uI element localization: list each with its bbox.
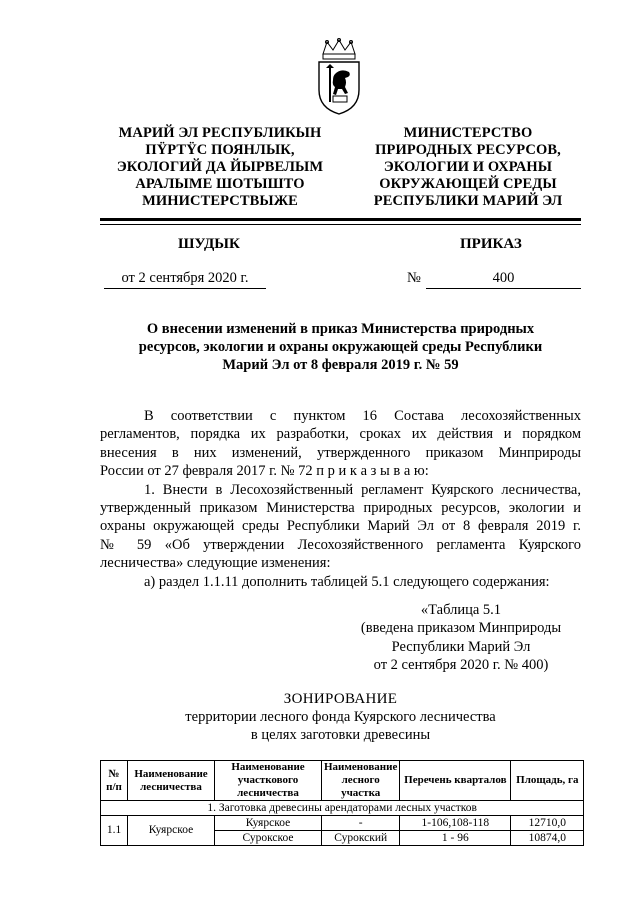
body-line: утвержденный приказом Министерства природных ресурсов, экологии и: [100, 500, 581, 517]
zoning-subtitle: территории лесного фонда Куярского лесничества: [185, 709, 496, 725]
table-caption: [345, 601, 577, 675]
body-line: 1. Внести в Лесохозяйственный регламент Куярского лесничества,: [144, 481, 581, 498]
plot-cell: -: [322, 816, 400, 831]
header-cell: № п/п: [101, 761, 128, 801]
title-line: Марий Эл от 8 февраля 2019 г. № 59: [222, 357, 459, 373]
quarters-cell: 1-106,108-118: [400, 816, 511, 831]
header-left-line: ЭКОЛОГИЙ ДА ЙЫРВЕЛЫМ: [116, 159, 324, 175]
header-right-line: МИНИСТЕРСТВО: [403, 125, 533, 141]
district-cell: Сурокское: [215, 831, 322, 846]
doc-type-mari: ШУДЫК: [178, 236, 240, 252]
order-number: 400: [426, 270, 581, 289]
order-date: от 2 сентября 2020 г.: [104, 270, 266, 289]
header-cell: Наименование лесного участка: [322, 761, 400, 801]
zoning-subtitle: в целях заготовки древесины: [250, 727, 431, 743]
header-cell: Площадь, га: [511, 761, 584, 801]
header-cell: Перечень кварталов: [400, 761, 511, 801]
title-line: ресурсов, экологии и охраны окружающей среды Республики: [138, 339, 543, 355]
order-title: [100, 320, 581, 374]
doc-type-russian: ПРИКАЗ: [460, 236, 522, 252]
body-line: № 59 «Об утверждении Лесохозяйственного регламента Куярского: [100, 536, 581, 553]
zoning-title: ЗОНИРОВАНИЕ: [283, 691, 398, 707]
table-header-row: [101, 761, 584, 801]
header-divider-thin: [100, 224, 581, 225]
header-cell: Наименование участкового лесничества: [215, 761, 322, 801]
area-cell: 12710,0: [511, 816, 584, 831]
body-line: охраны окружающей среды Республики Марий Эл от 8 февраля 2019 г.: [100, 518, 581, 535]
section-cell: 1. Заготовка древесины арендаторами лесных участков: [101, 801, 584, 816]
zoning-heading: [100, 690, 581, 744]
header-cell: Наименование лесничества: [128, 761, 215, 801]
plot-cell: Сурокский: [322, 831, 400, 846]
body-line: внесения в них изменений, утвержденного приказом Минприроды: [100, 444, 581, 461]
forestry-cell: Куярское: [128, 816, 215, 846]
header-right-line: ПРИРОДНЫХ РЕСУРСОВ,: [375, 142, 561, 158]
title-line: О внесении изменений в приказ Министерства природных: [146, 321, 535, 337]
header-divider-thick: [100, 218, 581, 221]
header-left-line: АРАЛЫМЕ ШОТЫШТО: [135, 176, 305, 192]
body-line: В соответствии с пунктом 16 Состава лесохозяйственных: [144, 408, 581, 424]
header-right-line: РЕСПУБЛИКИ МАРИЙ ЭЛ: [373, 193, 563, 209]
coat-of-arms-emblem: [313, 38, 365, 116]
header-left-line: ПŸРТŸС ПОЯНЛЫК,: [145, 142, 295, 158]
caption-line: от 2 сентября 2020 г. № 400): [373, 657, 549, 674]
body-line: лесничества» следующие изменения:: [100, 555, 331, 572]
area-cell: 10874,0: [511, 831, 584, 846]
row-number-cell: 1.1: [101, 816, 128, 846]
caption-line: Республики Марий Эл: [391, 638, 531, 655]
district-cell: Куярское: [215, 816, 322, 831]
ministry-header-russian: [368, 125, 568, 210]
ministry-header-mari: [100, 125, 340, 210]
body-line: а) раздел 1.1.11 дополнить таблицей 5.1 следующего содержания:: [144, 573, 550, 590]
zoning-table: [100, 760, 584, 846]
table-section-row: [101, 801, 584, 816]
header-right-line: ОКРУЖАЮЩЕЙ СРЕДЫ: [379, 176, 557, 192]
number-sign: №: [407, 270, 421, 286]
caption-line: «Таблица 5.1: [420, 602, 502, 618]
header-right-line: ЭКОЛОГИИ И ОХРАНЫ: [383, 159, 553, 175]
header-left-line: МАРИЙ ЭЛ РЕСПУБЛИКЫН: [118, 125, 322, 141]
order-body: [100, 407, 581, 591]
header-left-line: МИНИСТЕРСТВЫЖЕ: [142, 193, 298, 209]
caption-line: (введена приказом Минприроды: [360, 620, 562, 637]
body-line: регламентов, порядка их разработки, сроках их действия и порядком: [100, 426, 581, 443]
table-row: [101, 816, 584, 831]
quarters-cell: 1 - 96: [400, 831, 511, 846]
body-line: России от 27 февраля 2017 г. № 72 п р и к а з ы в а ю:: [100, 463, 429, 480]
